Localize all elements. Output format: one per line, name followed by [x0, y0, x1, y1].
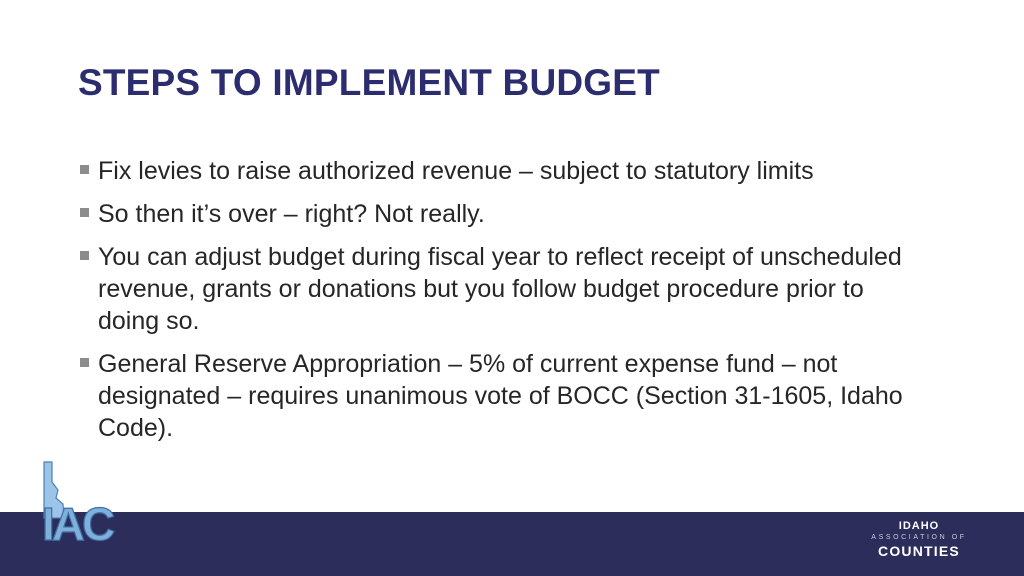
slide-title: STEPS TO IMPLEMENT BUDGET [78, 62, 660, 103]
brand-line-association: ASSOCIATION OF [871, 534, 967, 541]
iac-logo-text: IAC [42, 498, 113, 550]
footer-brand [864, 520, 974, 559]
square-bullet-icon [80, 165, 89, 174]
bullet-text: So then it’s over – right? Not really. [98, 200, 485, 228]
bullet-item [80, 348, 930, 444]
iac-logo [36, 460, 136, 552]
square-bullet-icon [80, 251, 89, 260]
bullet-item [80, 155, 930, 187]
bullet-text: General Reserve Appropriation – 5% of current expense fund – not designated – requires unanimous vote of BOCC (Section 31-1605, Idaho Code). [98, 350, 903, 442]
bullet-list [80, 155, 930, 455]
square-bullet-icon [80, 358, 89, 367]
square-bullet-icon [80, 208, 89, 217]
bullet-text: You can adjust budget during fiscal year to reflect receipt of unscheduled revenue, grants or donations but you follow budget procedure prior to doing so. [98, 243, 902, 335]
bullet-item [80, 241, 930, 337]
brand-line-idaho: IDAHO [898, 520, 940, 532]
bullet-text: Fix levies to raise authorized revenue – subject to statutory limits [98, 157, 814, 185]
brand-line-counties: COUNTIES [878, 543, 960, 559]
bullet-item [80, 198, 930, 230]
